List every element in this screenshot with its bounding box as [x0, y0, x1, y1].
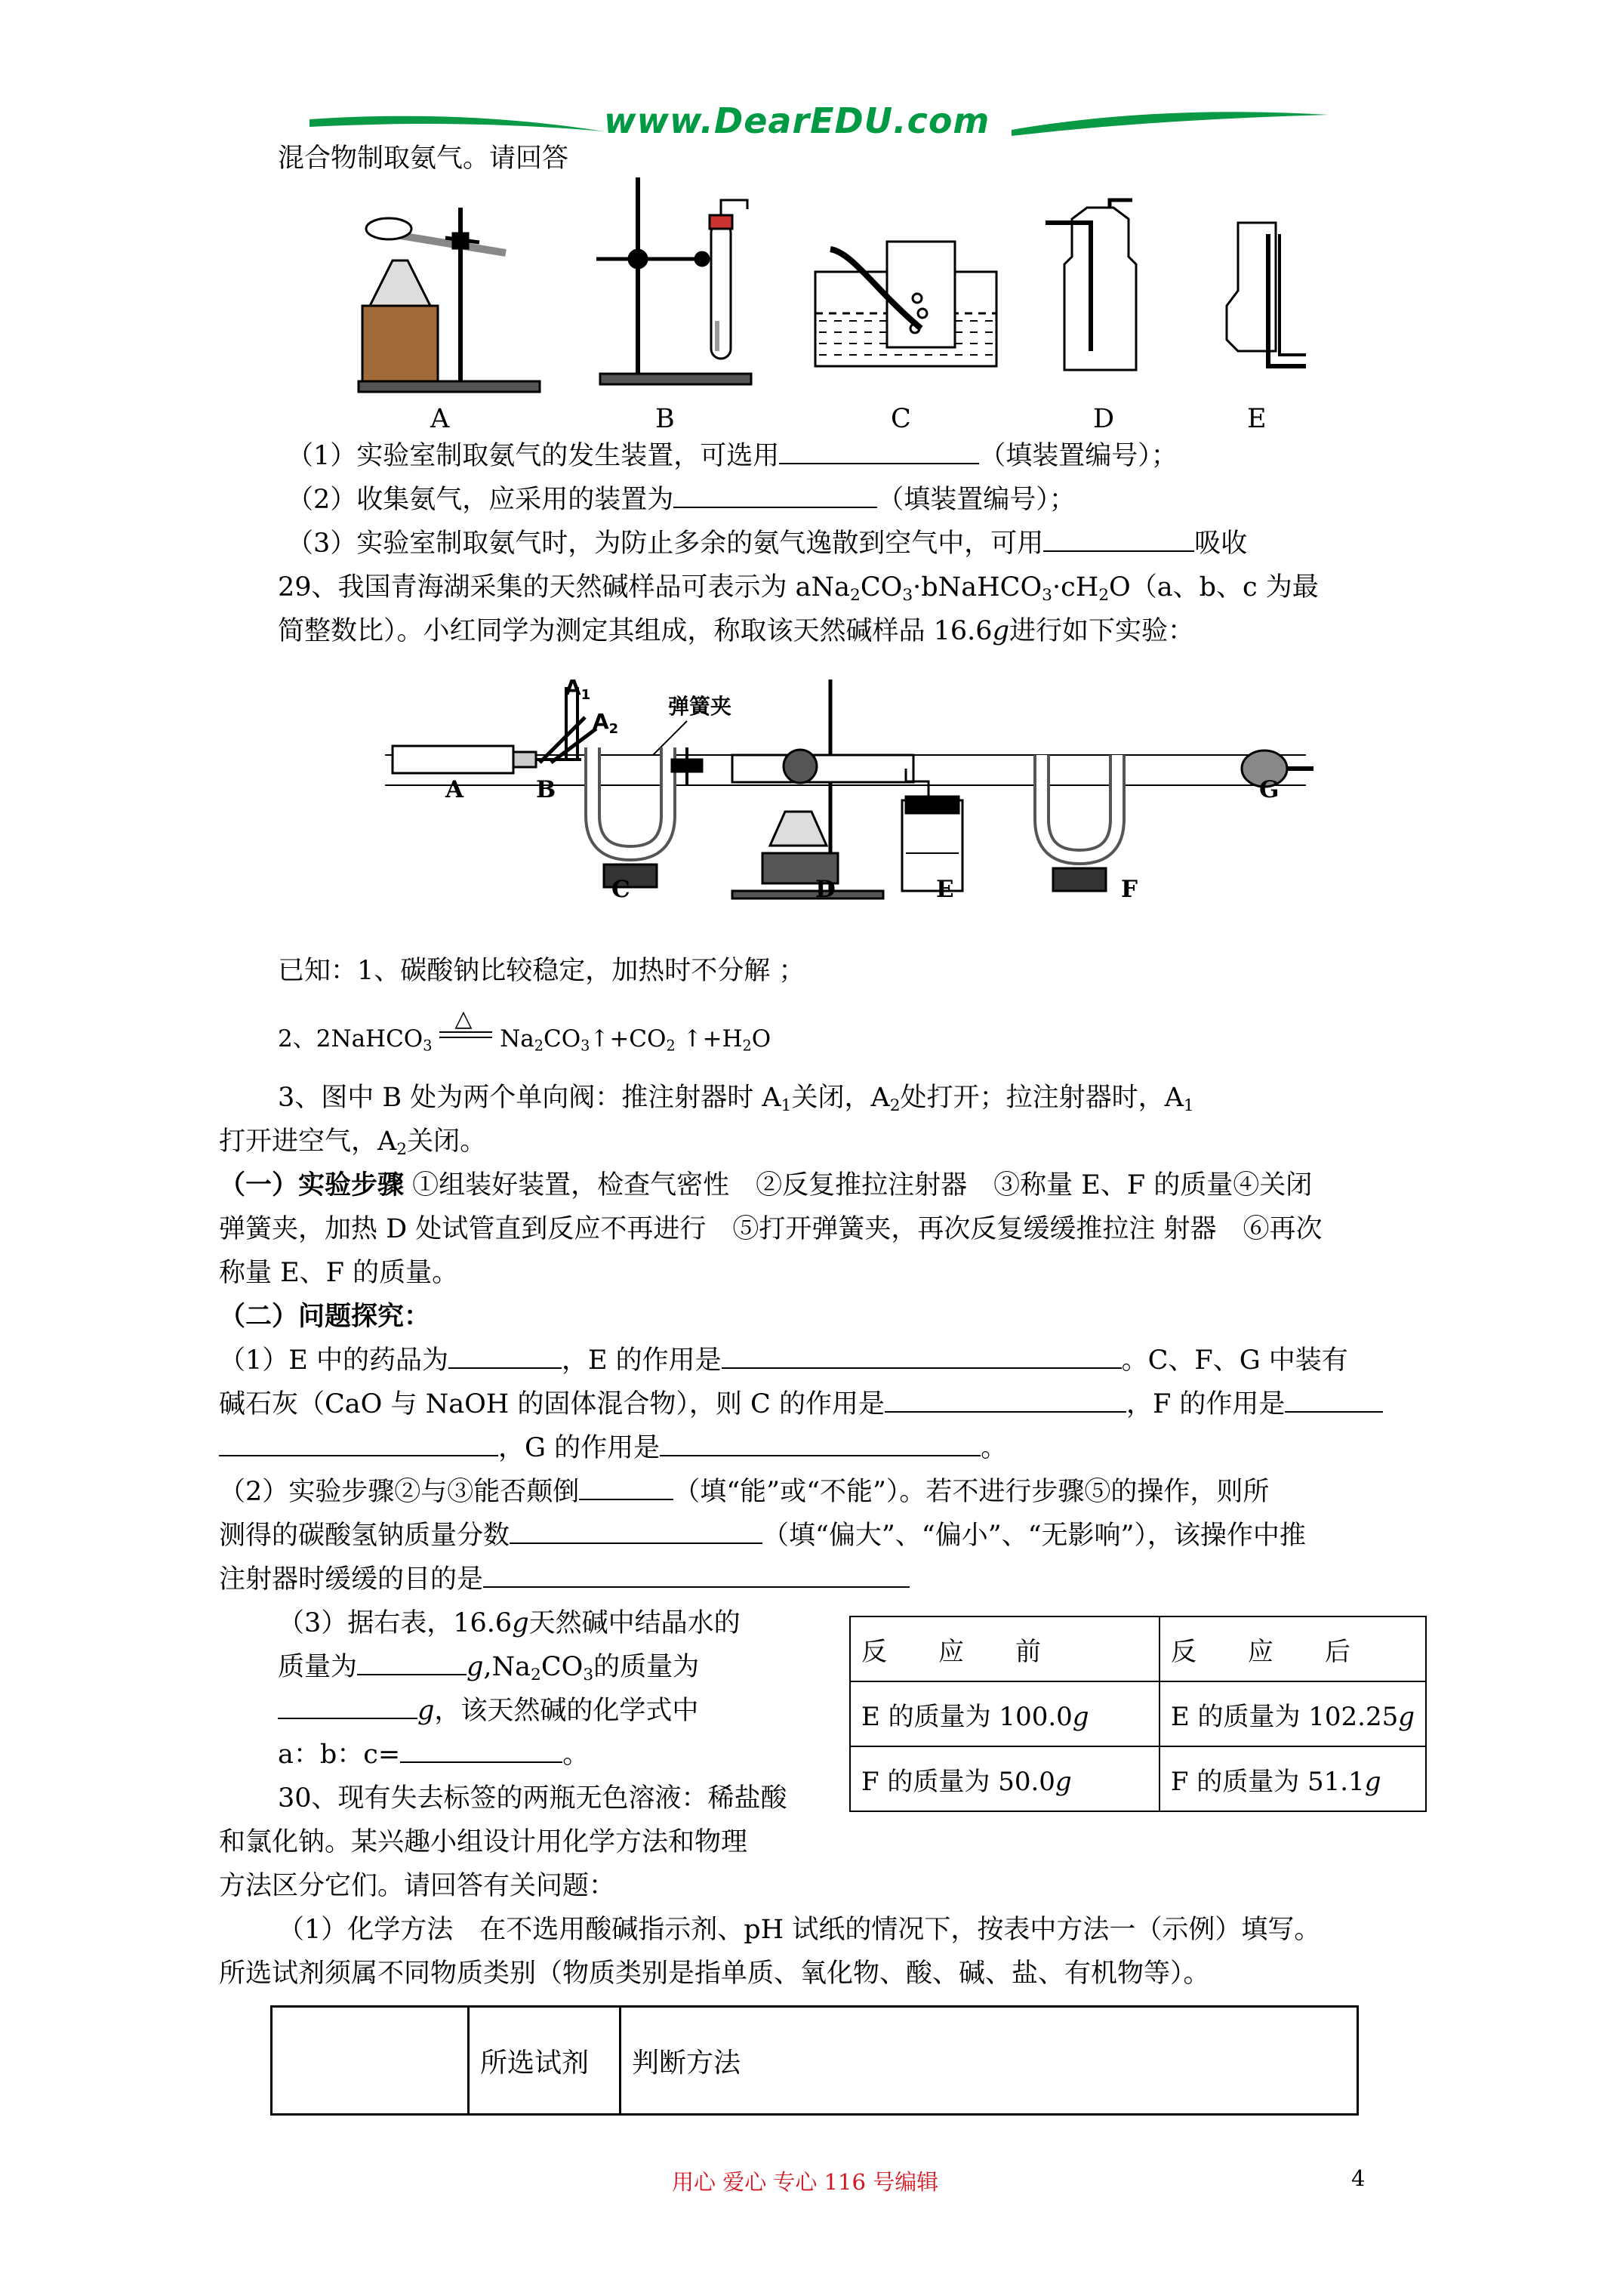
diagram-label-c: C	[611, 876, 630, 903]
blank-f-role-1[interactable]	[1285, 1387, 1383, 1413]
known-2-equation: 2、2NaHCO$_3$ △ $Na_2CO_3↑+CO_2$ $↑+H_2O$	[278, 1006, 771, 1055]
label-clamp: 弹簧夹	[668, 694, 732, 719]
diagram-label-d: D	[815, 876, 836, 903]
explore-line8: 质量为 $g,Na_2CO_3$的质量为	[278, 1644, 699, 1690]
apparatus-label-c: C	[891, 404, 911, 434]
table-header-before: 反 应 前	[850, 1616, 1160, 1681]
apparatus-d	[1046, 200, 1136, 370]
blank-q28-2[interactable]	[673, 482, 877, 508]
q28-line2: （2）收集氨气，应采用的装置为 （填装置编号）；	[287, 477, 1076, 522]
q30-line5: 所选试剂须属不同物质类别（物质类别是指单质、氧化物、酸、碱、盐、有机物等）。	[219, 1959, 1210, 1989]
explore-line7: （3）据右表，16.6g天然碱中结晶水的	[278, 1608, 741, 1638]
page-number: 4	[1351, 2165, 1366, 2191]
explore-line9: g，该天然碱的化学式中	[278, 1688, 698, 1734]
apparatus-b	[596, 177, 751, 384]
table-cell: E 的质量为 102.25g	[1160, 1681, 1426, 1746]
explore-line2: 碱石灰（CaO 与 NaOH 的固体混合物），则 C 的作用是 ，F 的作用是	[219, 1382, 1383, 1427]
table-row	[272, 2007, 1358, 2115]
apparatus-figure-a-g	[377, 672, 1321, 921]
table-cell: E 的质量为 100.0g	[850, 1681, 1160, 1746]
site-url[interactable]: www.DearEDU.com	[604, 100, 990, 141]
blank-q28-3[interactable]	[1043, 526, 1194, 552]
known-3-line1: 3、图中 B 处为两个单向阀：推注射器时 $A_1$关闭，$A_2$处打开；拉注射器时，$A_1$	[278, 1083, 1194, 1116]
explore-line3: ，G 的作用是 。	[219, 1425, 1007, 1471]
blank-purpose[interactable]	[483, 1562, 910, 1588]
table-row	[850, 1681, 1426, 1746]
apparatus-a	[359, 208, 540, 392]
apparatus-figure-a-e	[347, 170, 1329, 434]
table-cell: F 的质量为 50.0g	[850, 1746, 1160, 1811]
blank-na2co3-mass[interactable]	[278, 1693, 417, 1719]
blank-e-role[interactable]	[722, 1343, 1122, 1369]
q29-line1: 29、我国青海湖采集的天然碱样品可表示为 $aNa_2CO_3\cdot bNaHCO_3\cdot cH_2O(a$、b、c 为最	[278, 572, 1319, 606]
table-row	[850, 1746, 1426, 1811]
diagram-label-b: B	[536, 776, 556, 803]
explore-line6: 注射器时缓缓的目的是	[219, 1557, 910, 1602]
steps-line2: 弹簧夹，加热 D 处试管直到反应不再进行 ⑤打开弹簧夹，再次反复缓缓推拉注 射器 ⑥再次	[219, 1214, 1323, 1244]
table-cell-blank	[272, 2007, 469, 2115]
q30-line4: （1）化学方法 在不选用酸碱指示剂、pH 试纸的情况下，按表中方法一（示例）填写。	[278, 1915, 1321, 1945]
blank-f-role-2[interactable]	[219, 1431, 498, 1456]
blank-water-mass[interactable]	[357, 1650, 467, 1675]
explore-title: （二）问题探究：	[219, 1301, 431, 1332]
steps-line3: 称量 E、F 的质量。	[219, 1258, 459, 1288]
known-3-line2: 打开进空气，$A_2$关闭。	[219, 1126, 487, 1160]
blank-g-role[interactable]	[660, 1431, 981, 1456]
apparatus-label-b: B	[655, 404, 675, 434]
apparatus-e	[1227, 223, 1306, 366]
blank-c-role[interactable]	[885, 1387, 1126, 1413]
blank-swap[interactable]	[579, 1475, 673, 1500]
q28-line3: （3）实验室制取氨气时，为防止多余的氨气逸散到空气中，可用 吸收	[287, 521, 1247, 566]
reagent-table	[270, 2005, 1359, 2116]
footer-text: 用心 爱心 专心 116 号编辑	[672, 2169, 939, 2195]
steps-line1: （一）实验步骤 ①组装好装置，检查气密性 ②反复推拉注射器 ③称量 E、F 的质量④关闭	[219, 1170, 1313, 1200]
explore-line4: （2）实验步骤②与③能否颠倒 （填“能”或“不能”）。若不进行步骤⑤的操作，则所	[219, 1469, 1269, 1515]
diagram-label-f: F	[1121, 876, 1138, 903]
explore-line5: 测得的碳酸氢钠质量分数 （填“偏大”、“偏小”、“无影响”），该操作中推	[219, 1513, 1306, 1558]
apparatus-label-e: E	[1247, 404, 1267, 434]
diagram-label-e: E	[936, 876, 954, 903]
diagram-label-a: A	[445, 776, 464, 803]
header-swoosh-right	[1012, 107, 1329, 137]
intro-text: 混合物制取氨气。请回答	[278, 143, 569, 174]
apparatus-c	[815, 242, 996, 366]
table-header-after: 反 应 后	[1160, 1616, 1426, 1681]
table-header-method: 判断方法	[621, 2007, 1358, 2115]
explore-line1: （1）E 中的药品为 ，E 的作用是 。C、F、G 中装有	[219, 1338, 1348, 1383]
blank-ratio[interactable]	[400, 1737, 562, 1763]
known-1: 已知：1、碳酸钠比较稳定，加热时不分解 ；	[278, 956, 805, 986]
blank-q28-1[interactable]	[779, 439, 979, 464]
blank-e-reagent[interactable]	[448, 1343, 562, 1369]
table-cell: F 的质量为 51.1g	[1160, 1746, 1426, 1811]
table-header-reagent: 所选试剂	[469, 2007, 621, 2115]
q30-line2: 和氯化钠。某兴趣小组设计用化学方法和物理	[219, 1827, 748, 1857]
q28-line1: （1）实验室制取氨气的发生装置，可选用 （填装置编号）；	[287, 433, 1178, 479]
blank-deviation[interactable]	[510, 1518, 762, 1544]
apparatus-label-d: D	[1093, 404, 1115, 434]
mass-table	[849, 1616, 1427, 1812]
label-a2: $A_2$	[593, 709, 619, 737]
table-row	[850, 1616, 1426, 1681]
explore-line10: a：b：c= 。	[278, 1732, 589, 1777]
label-a1: $A_1$	[565, 675, 591, 703]
diagram-label-g: G	[1259, 776, 1280, 803]
q30-line3: 方法区分它们。请回答有关问题：	[219, 1871, 616, 1901]
apparatus-label-a: A	[430, 404, 450, 434]
q30-line1: 30、现有失去标签的两瓶无色溶液：稀盐酸	[278, 1783, 787, 1814]
q29-line2: 简整数比）。小红同学为测定其组成，称取该天然碱样品 16.6g进行如下实验：	[278, 616, 1194, 646]
